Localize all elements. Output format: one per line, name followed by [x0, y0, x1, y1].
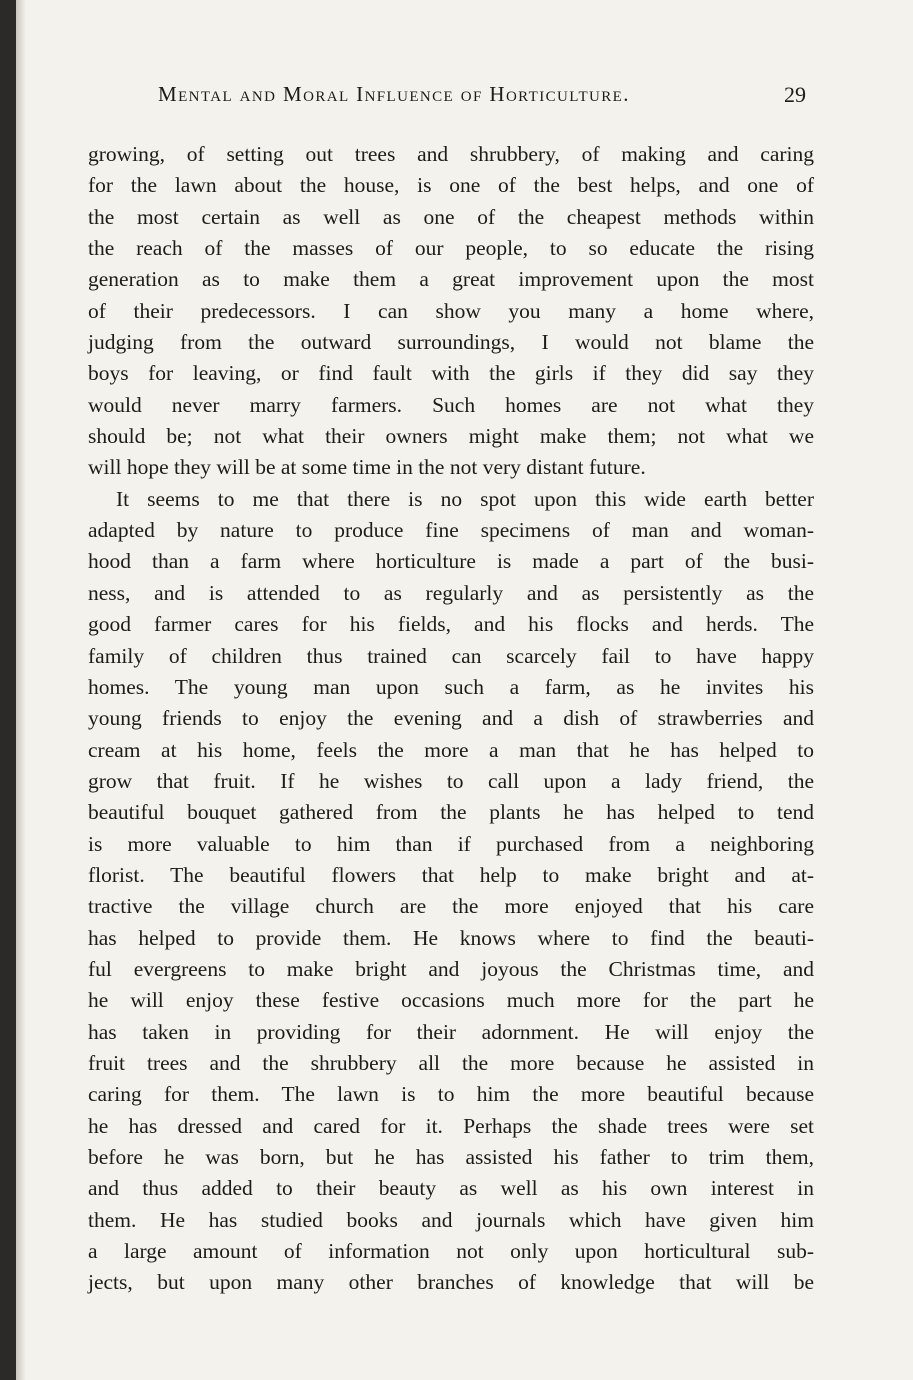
running-title: Mental and Moral Influence of Horticulture. — [158, 82, 630, 106]
text-line: a large amount of information not only upon horticultural sub- — [88, 1239, 814, 1264]
text-line: of their predecessors. I can show you many a home where, — [88, 298, 814, 323]
text-line: judging from the outward surroundings, I would not blame the — [88, 330, 814, 355]
text-line: ful evergreens to make bright and joyous the Christmas time, and — [88, 956, 814, 981]
text-line: grow that fruit. If he wishes to call upon a lady friend, the — [88, 768, 814, 793]
body-text — [88, 139, 814, 1299]
text-line: generation as to make them a great improvement upon the most — [88, 267, 814, 292]
text-line: hood than a farm where horticulture is made a part of the busi- — [88, 549, 814, 574]
text-line: the reach of the masses of our people, to so educate the rising — [88, 236, 814, 261]
text-line: fruit trees and the shrubbery all the more because he assisted in — [88, 1050, 814, 1075]
text-line: has helped to provide them. He knows where to find the beauti- — [88, 925, 814, 950]
scan-edge-shadow — [16, 0, 26, 1380]
text-line: family of children thus trained can scarcely fail to have happy — [88, 643, 814, 668]
text-line: growing, of setting out trees and shrubbery, of making and caring — [88, 142, 814, 166]
text-line: before he was born, but he has assisted his father to trim them, — [88, 1145, 814, 1169]
paragraph-first-line: It seems to me that there is no spot upon this wide earth better — [116, 486, 814, 511]
text-line: them. He has studied books and journals which have given him — [88, 1207, 814, 1232]
text-line: he will enjoy these festive occasions much more for the part he — [88, 988, 814, 1013]
text-line: young friends to enjoy the evening and a dish of strawberries and — [88, 706, 814, 731]
text-line: adapted by nature to produce fine specimens of man and woman- — [88, 518, 814, 543]
text-line: florist. The beautiful flowers that help to make bright and at- — [88, 862, 814, 887]
text-line: tractive the village church are the more enjoyed that his care — [88, 894, 814, 919]
text-line: boys for leaving, or find fault with the girls if they did say they — [88, 361, 814, 386]
text-line: has taken in providing for their adornment. He will enjoy the — [88, 1019, 814, 1044]
text-line: for the lawn about the house, is one of the best helps, and one of — [88, 173, 814, 198]
text-line: caring for them. The lawn is to him the more beautiful because — [88, 1082, 814, 1107]
text-line: he has dressed and cared for it. Perhaps the shade trees were set — [88, 1113, 814, 1138]
scan-binding-edge — [0, 0, 16, 1380]
text-line: should be; not what their owners might make them; not what we — [88, 424, 814, 449]
text-line: will hope they will be at some time in the not very distant future. — [88, 455, 646, 480]
text-line: the most certain as well as one of the cheapest methods within — [88, 204, 814, 229]
text-line: and thus added to their beauty as well as his own interest in — [88, 1176, 814, 1201]
text-line: good farmer cares for his fields, and his flocks and herds. The — [88, 612, 814, 637]
text-line: beautiful bouquet gathered from the plants he has helped to tend — [88, 800, 814, 825]
text-line: ness, and is attended to as regularly and as persistently as the — [88, 580, 814, 605]
book-page — [88, 0, 814, 1380]
text-line: cream at his home, feels the more a man that he has helped to — [88, 737, 814, 762]
text-line: jects, but upon many other branches of knowledge that will be — [88, 1270, 814, 1295]
running-head — [88, 82, 814, 112]
page-number: 29 — [784, 82, 806, 107]
text-line: would never marry farmers. Such homes are not what they — [88, 392, 814, 417]
text-line: is more valuable to him than if purchased from a neighboring — [88, 831, 814, 856]
text-line: homes. The young man upon such a farm, as he invites his — [88, 674, 814, 699]
